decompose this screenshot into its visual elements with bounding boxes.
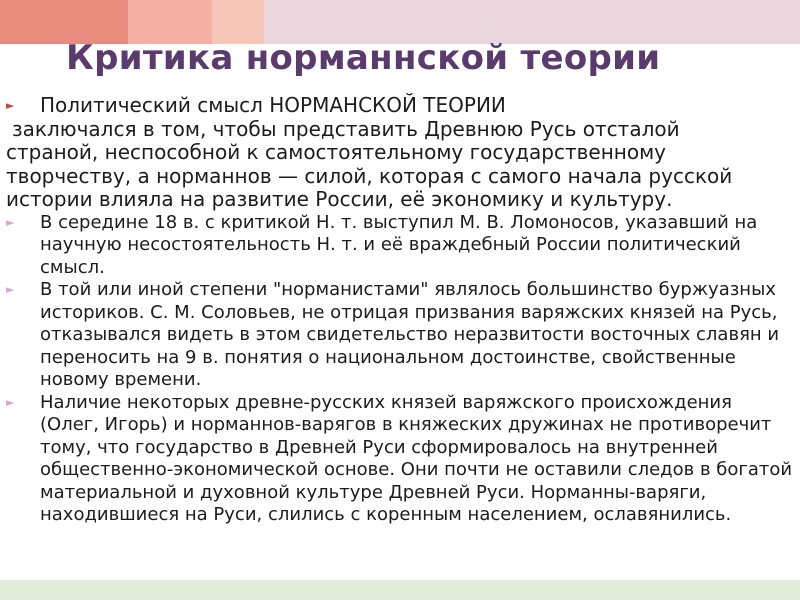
paragraph-line-1: заключался в том, чтобы представить Древнюю Русь отсталой xyxy=(12,116,680,141)
bullet-lead-text: Политический смысл НОРМАНСКОЙ ТЕОРИИ xyxy=(40,93,506,117)
bullet-text: Наличие некоторых древне-русских князей варяжского происхождения (Олег, Игорь) и норманнов-варягов в княжеских дружинах не противоречит тому, что государство в Древней Руси сформировалось на внутренней общественно-экономической основе. Они почти не оставили следов в богатой материальной и духовной культуре Древней Руси. Норманны-варяги, находившиеся на Руси, слились с коренным населением, ославянились. xyxy=(40,391,793,525)
slide-title: Критика норманнской теории xyxy=(66,38,661,78)
triangle-bullet-icon: ► xyxy=(6,215,15,229)
slide-content xyxy=(6,94,796,527)
bullet-point-4 xyxy=(6,392,796,527)
paragraph-continuation xyxy=(6,118,796,212)
bullet-point-3 xyxy=(6,279,796,392)
triangle-bullet-icon: ► xyxy=(6,395,15,409)
paragraph-rest: страной, неспособной к самостоятельному государственному творчеству, а норманнов — силой, которая с самого начала русской истории влияла на развитие России, её экономику и культуру. xyxy=(6,140,733,211)
bottom-decor-bar xyxy=(0,580,800,600)
bullet-point-2 xyxy=(6,212,796,280)
bullet-point-1 xyxy=(6,94,796,118)
bullet-text: В той или иной степени "норманистами" являлось большинство буржуазных историков. С. М. Соловьев, не отрицая призвания варяжских князей на Русь, отказывался видеть в этом свидетельство неразвитости восточных славян и переносить на 9 в. понятия о национальном достоинстве, свойственные новому времени. xyxy=(40,279,780,390)
bullet-text: В середине 18 в. с критикой Н. т. выступил М. В. Ломоносов, указавший на научную несостоятельность Н. т. и её враждебный России политический смысл. xyxy=(40,211,758,278)
triangle-bullet-icon: ► xyxy=(6,283,15,296)
triangle-bullet-icon: ► xyxy=(6,99,15,112)
